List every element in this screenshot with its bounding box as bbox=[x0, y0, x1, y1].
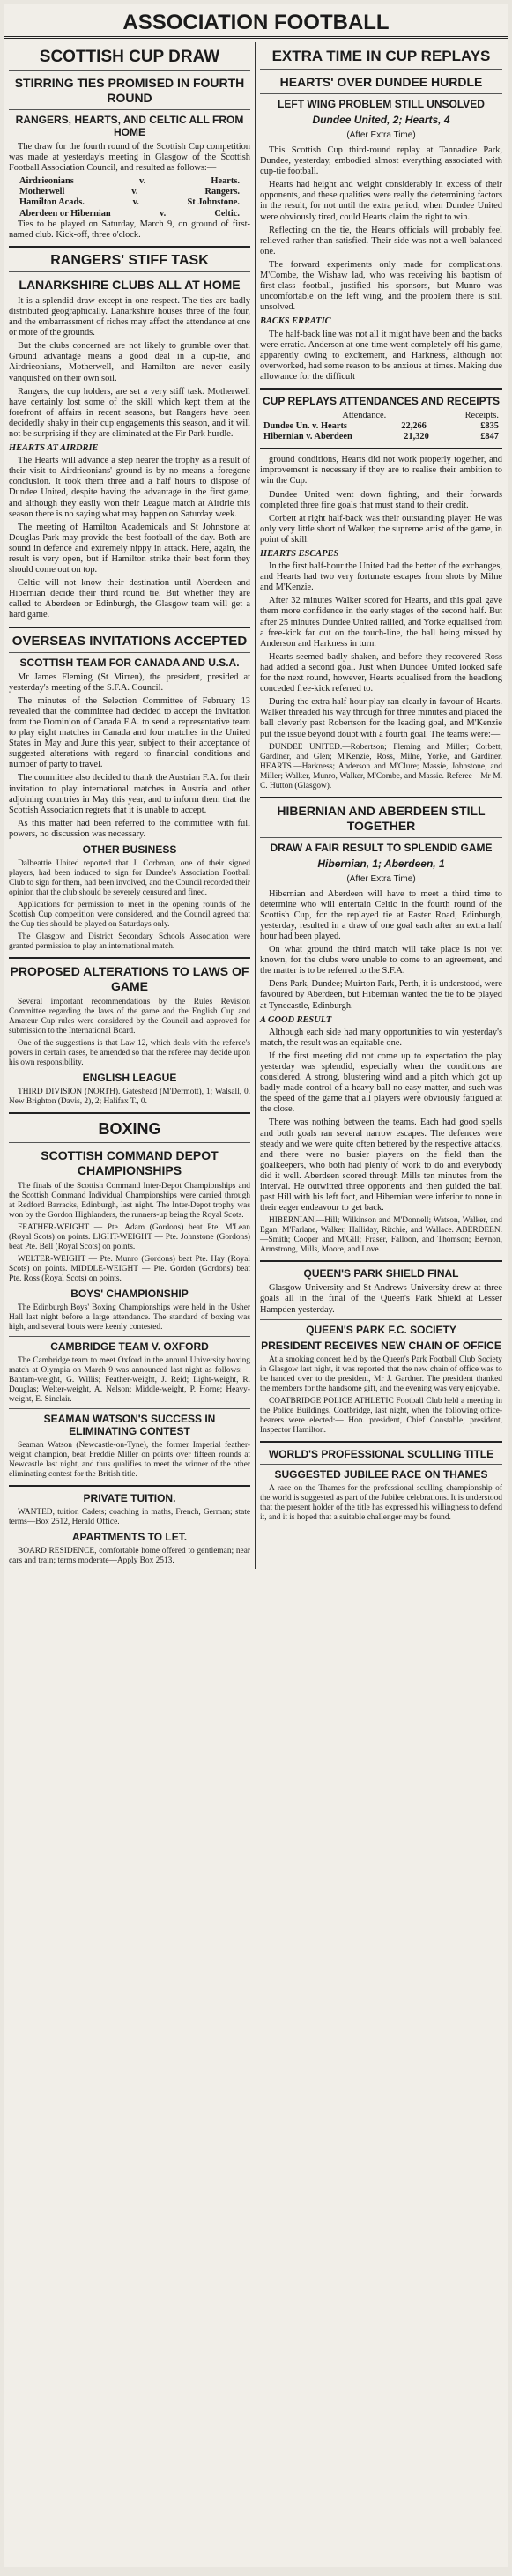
overseas-paragraph: The minutes of the Selection Committee of February 13 revealed that the committee had decided to accept the invitation from the Dominion of Canada F.A. to send a representative team to play eight matches in Canada and four matches in the United States in May and June this year, subject to their acceptance of suggested alterations with regard to financial conditions and number of party to travel. bbox=[9, 695, 250, 770]
hearts-dundee-paragraph: Hearts seemed badly shaken, and before they recovered Ross had added a second goal. Just when Dundee United looked safe for the next round, however, Hearts equalised from the headlong conceded free-kick referred to. bbox=[260, 651, 502, 694]
hearts-dundee-paragraph: ground conditions, Hearts did not work properly together, and improvement is necessary if they are to realise their ambition to win the Cup. bbox=[260, 455, 502, 486]
private-tuition-head: PRIVATE TUITION. bbox=[83, 1491, 176, 1504]
section-banner: ASSOCIATION FOOTBALL bbox=[4, 10, 508, 39]
sculling-title: WORLD'S PROFESSIONAL SCULLING TITLE bbox=[268, 1447, 494, 1460]
laws-paragraph: Several important recommendations by the Rules Revision Committee regarding the laws of the game and the English Cup and Amateur Cup rules were considered by the Council and approved for submission to the International Board. bbox=[9, 997, 250, 1036]
hibs-aberdeen-subtitle: DRAW A FAIR RESULT TO SPLENDID GAME bbox=[270, 841, 493, 854]
queens-park-society-paragraph: At a smoking concert held by the Queen's Park Football Club Society in Glasgow last night, it was reported that the new chain of office was to be handed over to the president, Mr J. Gardner. The president thanked the members for the handsome gift, and the evening was very enjoyable. bbox=[260, 1355, 502, 1393]
hearts-dundee-subtitle: LEFT WING PROBLEM STILL UNSOLVED bbox=[278, 98, 485, 110]
queens-park-society-title: QUEEN'S PARK F.C. SOCIETY bbox=[306, 1323, 456, 1336]
hibs-aberdeen-score-note: (After Extra Time) bbox=[346, 873, 416, 884]
columns bbox=[4, 42, 508, 1569]
left-column bbox=[4, 42, 256, 1569]
hearts-dundee-paragraph: Hearts had height and weight considerably in excess of their opponents, and these qualities were really the determining factors in the result, for not until the extra period, when Dundee United were obviously tired, could Hearts claim the right to win. bbox=[260, 180, 502, 222]
attendance-row: Dundee Un. v. Hearts 22,266 £835 bbox=[263, 421, 499, 432]
hibs-paragraph: Although each side had many opportunities to win yesterday's match, the result was an equitable one. bbox=[260, 1027, 502, 1048]
hibs-teams: HIBERNIAN.—Hill; Wilkinson and M'Donnell; Watson, Walker, and Egan; M'Farlane, Walker, Halliday, Ritchie, and Wallace. ABERDEEN.—Smith; Cooper and M'Gill; Fraser, Falloon, and Thomson; Beynon, Armstrong, Mills, Moore, and Love. bbox=[260, 1216, 502, 1255]
boxing-paragraph: The finals of the Scottish Command Inter-Depot Championships and the Scottish Command Individual Championships were carried through at Redford Barracks, Edinburgh, last night. The Inter-Depot trophy was won by the Gordon Highlanders, the runners-up being the Royal Scots. bbox=[9, 1181, 250, 1220]
scottish-cup-intro: The draw for the fourth round of the Scottish Cup competition was made at yesterday's meeting in Glasgow of the Scottish Football Association Council, and resulted as follows:— bbox=[9, 142, 250, 174]
rangers-paragraph: Rangers, the cup holders, are set a very stiff task. Motherwell have certainly lost some of the skill which kept them at the forefront of affairs in recent seasons, but Rangers have been decidedly shaky in their cup engagements this season, and it will not be surprising if they are eliminated at the Fir Park hurdle. bbox=[9, 386, 250, 439]
boxing-paragraph: WELTER-WEIGHT — Pte. Munro (Gordons) beat Pte. Hay (Royal Scots) on points. MIDDLE-WEIGHT — Pte. Gordon (Gordons) beat Pte. Ross (Royal Scots) on points. bbox=[9, 1254, 250, 1283]
hearts-dundee-teams: DUNDEE UNITED.—Robertson; Fleming and Miller; Corbett, Gardiner, and Glen; M'Kenzie, Ross, Milne, Yorke, and Gardiner. HEARTS.—Harkness; Anderson and M'Clure; Massie, Johnstone, and Miller; Walker, Munro, Walker, M'Combe, and Massie. Referee—Mr M. C. Hutton (Glasgow). bbox=[260, 742, 502, 791]
good-result-head: A GOOD RESULT bbox=[260, 1014, 332, 1025]
overseas-title: OVERSEAS INVITATIONS ACCEPTED bbox=[11, 633, 248, 649]
rangers-paragraph: But the clubs concerned are not likely to grumble over that. Ground advantage means a good deal in a cup-tie, and Airdrieonians, Motherwell, and Hamilton are never easily vanquished on their own soil. bbox=[9, 341, 250, 383]
hibs-paragraph: Hibernian and Aberdeen will have to meet a third time to determine who will entertain Celtic in the fourth round of the Scottish Cup, for the replayed tie at Easter Road, Edinburgh, yesterday, resulted in a draw of one goal each after an extra half hour had been played. bbox=[260, 888, 502, 941]
rangers-paragraph: The Hearts will advance a step nearer the trophy as a result of their visit to Airdrieonians' ground is by no means a foregone conclusion. It took them three and a half hours to dispose of Dundee United, despite having the advantage in the first game, and although they easily won their League match at Airdrie this season there is no saying what may happen on Saturday week. bbox=[9, 456, 250, 519]
fixture-list bbox=[9, 176, 250, 219]
hearts-dundee-paragraph: Reflecting on the tie, the Hearts officials will probably feel relieved rather than satisfied. Their side was not a well-balanced one. bbox=[260, 225, 502, 256]
scottish-cup-subtitle: STIRRING TIES PROMISED IN FOURTH ROUND bbox=[14, 76, 245, 105]
rangers-subtitle: LANARKSHIRE CLUBS ALL AT HOME bbox=[19, 277, 241, 292]
attendance-row: Hibernian v. Aberdeen 21,320 £847 bbox=[263, 432, 499, 442]
seaman-head: SEAMAN WATSON'S SUCCESS IN ELIMINATING CONTEST bbox=[43, 1412, 216, 1437]
queens-park-paragraph: Glasgow University and St Andrews University drew at three goals all in the final of the Queen's Park Shield at Lesser Hampden yesterday. bbox=[260, 1283, 502, 1315]
hibs-aberdeen-title: HIBERNIAN AND ABERDEEN STILL TOGETHER bbox=[277, 803, 486, 833]
english-league-paragraph: THIRD DIVISION (NORTH). Gateshead (M'Dermott), 1; Walsall, 0. New Brighton (Davis, 2), 2; Halifax T., 0. bbox=[9, 1087, 250, 1106]
cambridge-head: CAMBRIDGE TEAM V. OXFORD bbox=[50, 1340, 209, 1353]
hearts-dundee-paragraph: During the extra half-hour play ran clearly in favour of Hearts. Walker threaded his way through for three minutes and placed the ball cleverly past Robertson for the leading goal, and M'Kenzie put the issue beyond doubt with a fourth goal. The teams were:— bbox=[260, 697, 502, 739]
newspaper-page bbox=[4, 4, 508, 2567]
laws-paragraph: One of the suggestions is that Law 12, which deals with the referee's powers in certain cases, be amended so that the referee may decide upon his own responsibility. bbox=[9, 1038, 250, 1067]
boys-paragraph: The Edinburgh Boys' Boxing Championships were held in the Usher Hall last night before a large attendance. The standard of boxing was high, and several bouts were keenly contested. bbox=[9, 1303, 250, 1332]
hibs-aberdeen-score: Hibernian, 1; Aberdeen, 1 bbox=[317, 857, 445, 870]
hearts-dundee-paragraph: The forward experiments only made for complications. M'Combe, the Wishaw lad, who was receiving his baptism of first-class football, justified his sponsors, but Munro was uncomfortable on the left wing, and the problem there is still unsolved. bbox=[260, 259, 502, 313]
overseas-subtitle: SCOTTISH TEAM FOR CANADA AND U.S.A. bbox=[19, 656, 240, 669]
hibs-paragraph: If the first meeting did not come up to expectation the play yesterday was splendid, especially when the conditions are considered. A strong, blustering wind and a pitch which got up badly made control of a heavy ball no easy matter, and such was the speed of the game that all players were obviously fatigued at the close. bbox=[260, 1050, 502, 1115]
sculling-subtitle: SUGGESTED JUBILEE RACE ON THAMES bbox=[274, 1467, 488, 1481]
queens-park-shield-title: QUEEN'S PARK SHIELD FINAL bbox=[303, 1267, 459, 1281]
hearts-dundee-title: HEARTS' OVER DUNDEE HURDLE bbox=[279, 75, 483, 89]
cambridge-paragraph: The Cambridge team to meet Oxford in the annual University boxing match at Olympia on March 9 was announced last night as follows:— Bantam-weight, G. Willis; Feather-weight, J. Reid; Light-weight, R. Douglas; Welter-weight, A. Nelson; Middle-weight, P. Horne; Heavy-weight, E. Sinclair. bbox=[9, 1355, 250, 1404]
boxing-paragraph: FEATHER-WEIGHT — Pte. Adam (Gordons) beat Pte. M'Lean (Royal Scots) on points. LIGHT-WEIGHT — Pte. Johnstone (Gordons) beat Pte. Bell (Royal Scots) on points. bbox=[9, 1222, 250, 1251]
hibs-paragraph: On what ground the third match will take place is not yet known, for the clubs were unable to come to an agreement, and the matter is to be referred to the S.F.A. bbox=[260, 945, 502, 976]
hearts-dundee-paragraph: This Scottish Cup third-round replay at Tannadice Park, Dundee, yesterday, embodied almost everything associated with cup-tie football. bbox=[260, 145, 502, 177]
ties-note: Ties to be played on Saturday, March 9, on ground of first-named club. Kick-off, three o'clock. bbox=[9, 219, 250, 240]
hearts-dundee-paragraph: The half-back line was not all it might have been and the backs were erratic. Anderson at one time went completely off his game, apparently owing to excitement, and Harkness, although not overworked, had some reason to be anxious at times. Making due allowance for the difficult bbox=[260, 329, 502, 382]
fixture-row: Hamilton Acads. v. St Johnstone. bbox=[19, 197, 240, 208]
right-column bbox=[256, 42, 507, 1569]
extra-time-banner: EXTRA TIME IN CUP REPLAYS bbox=[271, 48, 491, 64]
overseas-paragraph: As this matter had been referred to the committee with full powers, no discussion was necessary. bbox=[9, 818, 250, 839]
other-business-paragraph: Applications for permission to meet in the opening rounds of the Scottish Cup competition were considered, and the Council agreed that the Cup ties should be played on Saturdays only. bbox=[9, 900, 250, 929]
hearts-escapes-head: HEARTS ESCAPES bbox=[260, 549, 339, 559]
attendance-header: Attendance. Receipts. bbox=[342, 410, 499, 420]
apartments-ad: BOARD RESIDENCE, comfortable home offered to gentleman; near cars and train; terms moderate—Apply Box 2513. bbox=[9, 1546, 250, 1565]
overseas-paragraph: The committee also decided to thank the Austrian F.A. for their invitation to play international matches in Austria and other adjoining countries in May this year, and to inform them that the Scottish Association regrets that it is unable to accept. bbox=[9, 773, 250, 815]
rangers-paragraph: The meeting of Hamilton Academicals and St Johnstone at Douglas Park may provide the best football of the day. Both are sound in defence and extremely nippy in attack. Here, again, the result is very open, but if Hamilton strike their best form they should come out on top. bbox=[9, 522, 250, 575]
hibs-paragraph: There was nothing between the teams. Each had good spells and both goals ran several narrow escapes. The defences were steady and we were quite often bettered by the respective attacks, and there were no busier players on the field than the goalkeepers, who both had plenty of work to do and everybody did it well. Aberdeen scored through Mills ten minutes from the interval. He outwitted three opponents and then guided the ball past Hill with his left foot, and Hibernian were inferior to none in their eager endeavour to get back. bbox=[260, 1117, 502, 1214]
english-league-head: ENGLISH LEAGUE bbox=[82, 1071, 177, 1084]
hearts-dundee-paragraph: Corbett at right half-back was their outstanding player. He was only very little short of Walker, the supreme artist of the game, in point of skill. bbox=[260, 513, 502, 545]
hearts-dundee-score: Dundee United, 2; Hearts, 4 bbox=[312, 114, 450, 126]
queens-park-society-subtitle: PRESIDENT RECEIVES NEW CHAIN OF OFFICE bbox=[261, 1339, 501, 1352]
fixture-row: Airdrieonians v. Hearts. bbox=[19, 176, 240, 187]
sculling-paragraph: A race on the Thames for the professional sculling championship of the world is suggested as part of the Jubilee celebrations. It is understood that the present holder of the title has expressed his willingness to defend it, and it is hoped that a suitable challenger may be found. bbox=[260, 1483, 502, 1522]
private-tuition-ad: WANTED, tuition Cadets; coaching in maths, French, German; state terms—Box 2512, Herald Office. bbox=[9, 1507, 250, 1526]
scottish-cup-subhead: RANGERS, HEARTS, AND CELTIC ALL FROM HOME bbox=[15, 114, 244, 138]
other-business-paragraph: Dalbeattie United reported that J. Corbman, one of their signed players, had been induced to sign for Dundee's Association Football Club to sign for them, had been involved, and the Council recorded their opinion that the club should be severely censured and fined. bbox=[9, 858, 250, 897]
hibs-paragraph: Dens Park, Dundee; Muirton Park, Perth, it is understood, were favoured by Aberdeen, but Hibernian wanted the tie to be played at Tynecastle, Edinburgh. bbox=[260, 979, 502, 1011]
hearts-dundee-paragraph: Dundee United went down fighting, and their forwards completed three fine goals that must stand to their credit. bbox=[260, 489, 502, 510]
laws-title: PROPOSED ALTERATIONS TO LAWS OF GAME bbox=[10, 963, 249, 993]
hearts-dundee-paragraph: After 32 minutes Walker scored for Hearts, and this goal gave them more confidence in the early stages of the second half. But after 25 minutes Dundee United rallied, and Yorke equalised from a free-kick far out on the touch-line, the ball being missed by Anderson and Harkness in turn. bbox=[260, 596, 502, 649]
fixture-row: Aberdeen or Hibernian v. Celtic. bbox=[19, 208, 240, 219]
seaman-paragraph: Seaman Watson (Newcastle-on-Tyne), the former Imperial feather-weight champion, beat Freddie Miller on points over fifteen rounds at Newcastle last night, and thus qualifies to meet the winner of the other eliminating contest for the British title. bbox=[9, 1440, 250, 1479]
scottish-cup-title: SCOTTISH CUP DRAW bbox=[39, 48, 220, 66]
boys-championship-head: BOYS' CHAMPIONSHIP bbox=[70, 1287, 189, 1300]
hearts-dundee-score-note: (After Extra Time) bbox=[346, 130, 416, 140]
overseas-paragraph: Mr James Fleming (St Mirren), the president, presided at yesterday's meeting of the S.F.A. Council. bbox=[9, 672, 250, 693]
apartments-head: APARTMENTS TO LET. bbox=[71, 1530, 188, 1543]
coatbridge-paragraph: COATBRIDGE POLICE ATHLETIC Football Club held a meeting in the Police Buildings, Coatbridge, last night, when the following office-bearers were elected:— Hon. president, Chief Constable; president, Inspector Hamilton. bbox=[260, 1396, 502, 1435]
fixture-row: Motherwell v. Rangers. bbox=[19, 187, 240, 197]
other-business-paragraph: The Glasgow and District Secondary Schools Association were granted permission to play an international match. bbox=[9, 932, 250, 951]
boxing-title: SCOTTISH COMMAND DEPOT CHAMPIONSHIPS bbox=[41, 1147, 219, 1177]
rangers-paragraph: Celtic will not know their destination until Aberdeen and Hibernian decide their third round tie. But whether they are called to Aberdeen or Edinburgh, the Glasgow team will get a hard game. bbox=[9, 578, 250, 620]
other-business-head: OTHER BUSINESS bbox=[82, 843, 177, 856]
rangers-paragraph: It is a splendid draw except in one respect. The ties are badly distributed geographically. Lanarkshire houses three of the four, and the embarrassment of riches may affect the attendance at one or more of the grounds. bbox=[9, 295, 250, 338]
rangers-title: RANGERS' STIFF TASK bbox=[50, 252, 209, 268]
airdrie-subhead: HEARTS AT AIRDRIE bbox=[9, 443, 99, 454]
backs-erratic-head: BACKS ERRATIC bbox=[260, 316, 331, 327]
attendance-title: CUP REPLAYS ATTENDANCES AND RECEIPTS bbox=[263, 394, 500, 407]
boxing-banner: BOXING bbox=[98, 1119, 161, 1138]
hearts-dundee-paragraph: In the first half-hour the United had the better of the exchanges, and Hearts had two very fortunate escapes from shots by Milne and M'Kenzie. bbox=[260, 561, 502, 593]
